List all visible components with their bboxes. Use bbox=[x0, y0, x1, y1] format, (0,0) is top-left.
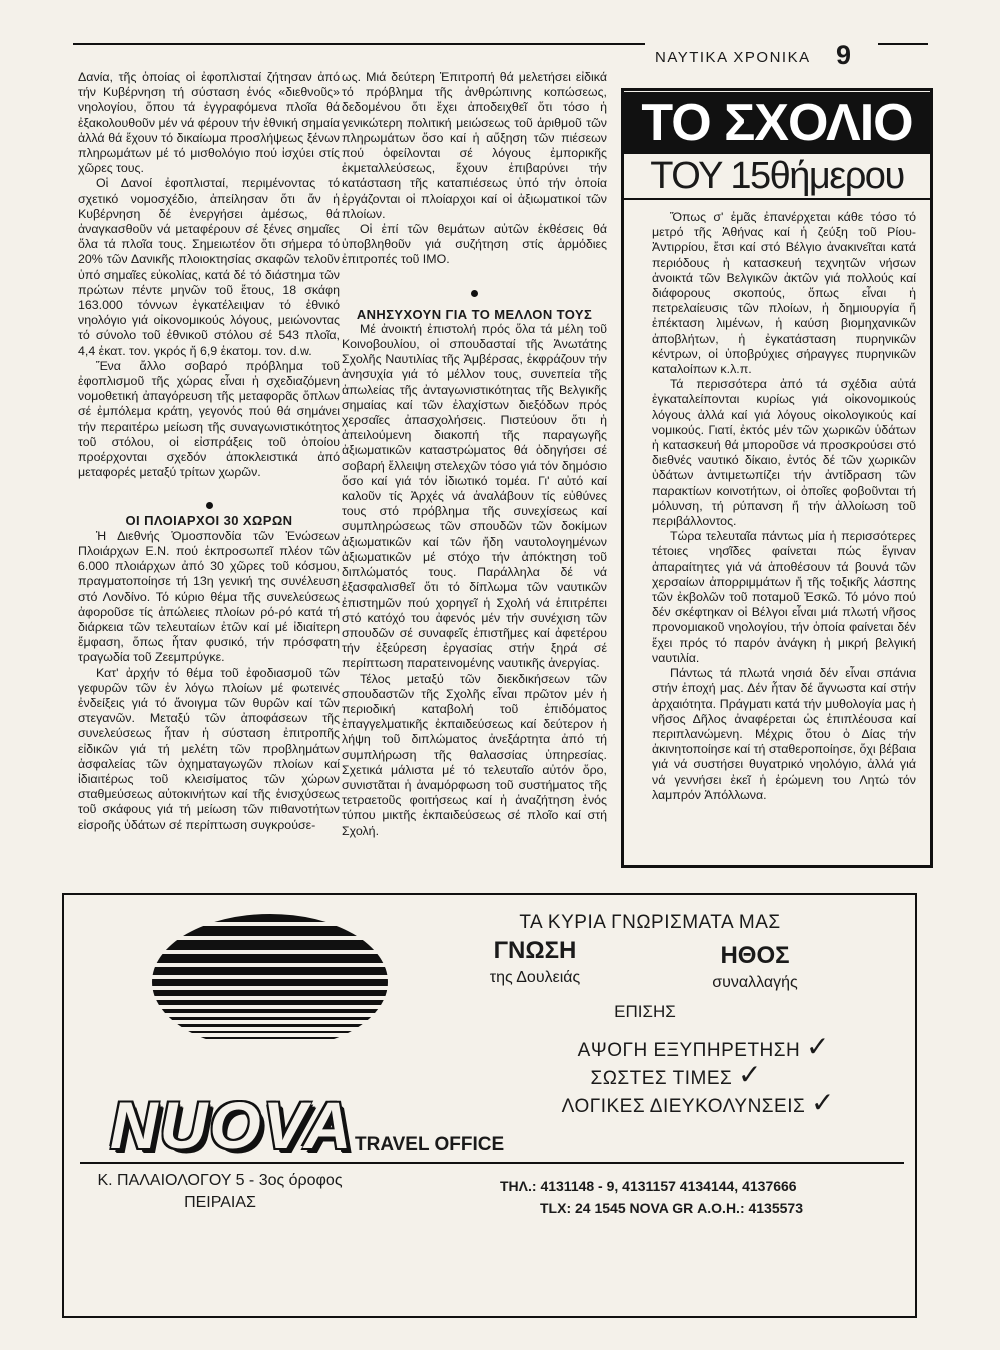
brand-name: NUOVA bbox=[110, 1088, 354, 1162]
ad-headline: ΤΑ ΚΥΡΙΑ ΓΝΩΡΙΣΜΑΤΑ ΜΑΣ bbox=[519, 912, 781, 933]
paragraph: Οἱ Δανοί ἐφοπλισταί, περιμένοντας τό σχετικό νομοσχέδιο, ἀπείλησαν ὅτι ἄν ἡ Κυβέρνηση δέ ἐνεργήσει ἀμέσως, θά ἀναγκασθοῦν νά μεταφέρουν σέ ξένες σημαῖες ὅλα τά πλοῖα τους. Σημειωτέον ὅτι σήμερα τό 20% τῶν Δανικῆς πλοιοκτησίας σκαφῶν τελοῦν ὑπό σημαῖες εὐκολίας, κατά δέ τό διάστημα τῶν πρώτων πέντε μηνῶν τοῦ ἔτους, 18 σκάφη 163.000 τόννων ἐγκατέλειψαν τό ἐθνικό νηολόγιο γιά οἰκονομικούς λόγους, μειώνοντας τό σύνολο τοῦ ἐθνικοῦ στόλου σέ 543 πλοῖα, 4,4 ἑκατ. τον. γκρός ἤ 6,9 ἑκατομ. τον. d.w. bbox=[78, 176, 340, 358]
ad-item-label: ΣΩΣΤΕΣ ΤΙΜΕΣ bbox=[590, 1068, 733, 1089]
ad-item-label: ΑΨΟΓΗ ΕΞΥΠΗΡΕΤΗΣΗ bbox=[577, 1040, 801, 1061]
ad-ethos: ΗΘΟΣ bbox=[720, 942, 790, 969]
paragraph: Μέ ἀνοικτή ἐπιστολή πρός ὅλα τά μέλη τοῦ Κοινοβουλίου, οἱ σπουδασταί τῆς Ἀνωτάτης Σχολῆς Ναυτιλίας τῆς Ἀμβέρσας, ἐκφράζουν τήν ἀνησυχία γιά τό μέλλον τους, συνεπεία τῆς ἀπωλείας τῆς ἀνταγωνιστικότητας τῆς Βελγικῆς σημαίας καί τῶν ἐλαχίστων διεξόδων πρός χερσαῖες ἀπασχολήσεις. Πιστεύουν ὅτι ἡ ἀπειλούμενη διακοπή τῆς παραγωγῆς ἀξιωματικῶν καταστρώματος θά ὁδηγήσει σέ σοβαρή ἔλλειψη στελεχῶν τόσο γιά τόν δημόσιο ὅσο καί γιά τόν ἰδιωτικό τομέα. Γι' αὐτό καί καλοῦν τίς Ἀρχές νά ἀναλάβουν τίς εὐθύνες τους στό πρόβλημα τῆς συνεχίσεως καί συμπληρώσεως τῶν σπουδῶν τῶν δοκίμων ἀξιωματικῶν καί τῶν ἤδη ναυτολογημένων ἀξιωματικῶν μέ στόχο τήν ἀπόκτηση τοῦ διπλώματός τους. Παράλληλα δέ νά ἐξασφαλισθεῖ ὅτι τό δίπλωμα τῶν ναυτικῶν ἐπιστημῶν πού χορηγεῖ ἡ Σχολή νά ἐπιτρέπει στό κατόχό του ἀφενός μέν τήν συνέχιση τῶν σπουδῶν σέ συναφεῖς ἐπιστῆμες καί ἀφετέρου τήν ἐξεύρεση ἐργασίας στήν ξηρά σέ περίπτωση παρατεινομένης ναυτικῆς ἀνεργίας. bbox=[342, 321, 607, 671]
paragraph: Ὅπως σ' ἐμᾶς ἐπανέρχεται κάθε τόσο τό μετρό τῆς Ἀθήνας καί ἡ ζεύξη τοῦ Ρίου-Ἀντιρρίου, ἔτσι καί στό Βέλγιο ἀνακινεῖται κατά περιόδους ἡ κατασκευή τεχνητῶν νήσων ἀνοικτά τῶν Βελγικῶν ἀκτῶν γιά πολλούς καί διάφορους σκοπούς, ὅπως εἶναι ἡ πετρελαίευσις τῶν πλοίων, ἡ δημιουργία ἤ ἐπέκταση λιμένων, ἡ καύση βιομηχανικῶν ἀποβλήτων, ἡ ἐγκατάσταση πυρηνικῶν κέντρων, οἱ ὑποβρύχιες σήραγγες πυρηνικῶν καταλοίπων κ.λ.π. bbox=[652, 210, 916, 377]
sun-logo-icon bbox=[150, 912, 390, 1052]
ad-address-line2: ΠΕΙΡΑΙΑΣ bbox=[184, 1194, 256, 1211]
editorial-text bbox=[652, 210, 916, 803]
paragraph: Τέλος μεταξύ τῶν διεκδικήσεων τῶν σπουδαστῶν τῆς Σχολῆς εἶναι πρῶτον μέν ἡ περιοδική καταβολή τοῦ ἐπιδόματος ἐπαγγελματικῆς ἐκπαιδεύσεως καί δεύτερον ἡ λήψη τοῦ διπλώματος ἀνεξάρτητα ἀπό τή συμπλήρωση τῆς θαλασσίας ὑπηρεσίας. Σχετικά μάλιστα μέ τό τελευταῖο αὐτόν ὅρο, συνιστᾶται ἡ ἀναμόρφωση τοῦ συστήματος τῆς τετραετοῦς φοιτήσεως καί ἡ ἀναζήτηση ἑνός τύπου μικτῆς ἐκπαιδεύσεως σέ πλοῖο καί στή Σχολή. bbox=[342, 671, 607, 838]
section-bullet bbox=[206, 502, 213, 509]
paragraph: Δανία, τῆς ὁποίας οἱ ἐφοπλισταί ζήτησαν ἀπό τήν Κυβέρνηση τή σύσταση ἑνός «διεθνοῦς» νηολογίου, ὅπου τά ἐγγραφόμενα πλοῖα θά ἐξακολουθοῦν μέν νά φέρουν τήν ἐθνική σημαία ἀλλά θά ἔχουν τό δικαίωμα προσλήψεως ξένων πληρωμάτων μέ τό μισθολόγιο πού ἰσχύει στίς χῶρες τους. bbox=[78, 70, 340, 176]
header-rule-right bbox=[878, 43, 928, 45]
brand-suffix: TRAVEL OFFICE bbox=[355, 1134, 505, 1155]
ad-knowledge: ΓΝΩΣΗ bbox=[493, 937, 577, 964]
magazine-title: ΝΑΥΤΙΚΑ ΧΡΟΝΙΚΑ bbox=[655, 49, 811, 66]
section-heading: ΟΙ ΠΛΟΙΑΡΧΟΙ 30 ΧΩΡΩΝ bbox=[125, 513, 293, 529]
editorial-title: ΤΟ ΣΧΟΛΙΟ bbox=[624, 92, 930, 154]
ad-phone: ΤΗΛ.: 4131148 - 9, 4131157 4134144, 4137666 bbox=[500, 1178, 797, 1194]
paragraph: Ἕνα ἄλλο σοβαρό πρόβλημα τοῦ ἐφοπλισμοῦ τῆς χώρας εἶναι ἡ σχεδιαζόμενη νομοθετική ἀπαγόρευση τῆς μεταφορᾶς ὅπλων σέ ἐμπόλεμα κράτη, γεγονός πού θά σημάνει τήν περαιτέρω μείωση τῆς συναγωνιστικότητος τοῦ στόλου, οἱ εἰσπράξεις τοῦ ὁποίου προέρχονται σχεδόν ἀποκλειστικά ἀπό μεταφορές μεταξύ τρίτων χωρῶν. bbox=[78, 358, 340, 480]
ad-ethos-sub: συναλλαγής bbox=[712, 974, 798, 991]
page-number: 9 bbox=[836, 40, 852, 70]
paragraph: Οἱ ἐπί τῶν θεμάτων αὐτῶν ἐκθέσεις θά ὑποβληθοῦν γιά συζήτηση στίς ἁρμόδιες ἐπιτροπές τοῦ ΙΜΟ. bbox=[342, 222, 607, 267]
ad-address-line1: Κ. ΠΑΛΑΙΟΛΟΓΟΥ 5 - 3ος όροφος bbox=[97, 1172, 343, 1189]
ad-telex: TLX: 24 1545 NOVA GR Α.Ο.Η.: 4135573 bbox=[540, 1200, 803, 1216]
article-column-2 bbox=[342, 70, 607, 839]
brand-logo bbox=[110, 1088, 354, 1162]
ad-also: ΕΠΙΣΗΣ bbox=[614, 1002, 676, 1021]
paragraph: Πάντως τά πλωτά νησιά δέν εἶναι σπάνια στήν ἐποχή μας. Δέν ἦταν δέ ἄγνωστα καί στήν ἀρχαιότητα. Πράγματι κατά τήν μυθολογία μας ἡ νῆσος Δῆλος ἀναφέρεται ὡς ἐπιπλέουσα καί περιπλανώμενη. Μέχρις ὅτου ὁ Δίας τήν ἀκινητοποίησε καί τή σταθεροποίησε, ὅχι βέβαια γιά νά συστήσει θυγατρικό νηολόγιο, ἀλλά γιά νά γεννήσει ἐκεῖ ἡ ἐρώμενη του Λητώ τόν λαμπρόν Ἀπόλλωνα. bbox=[652, 666, 916, 802]
header-rule-left bbox=[73, 43, 645, 45]
paragraph: Ἡ Διεθνής Ὁμοσπονδία τῶν Ἑνώσεων Πλοιάρχων Ε.Ν. πού ἐκπροσωπεῖ πλέον τῶν 6.000 πλοιάρχων ἀπό 30 χῶρες τοῦ κόσμου, πραγματοποίησε τή 13η γενική της συνέλευση στό Λονδίνο. Τό κύριο θέμα τῆς συνελεύσεως ἀφοροῦσε τίς ἀπώλειες πλοίων ρό-ρό κατά τή διάρκεια τῶν τελευταίων ἐτῶν καί μέ ἰδιαίτερη ἔμφαση, ὅπως ἦταν φυσικό, τήν πρόσφατη τραγωδία τοῦ Ζεεμπρύγκε. bbox=[78, 528, 340, 665]
ad-item bbox=[480, 1086, 835, 1119]
paragraph: Τώρα τελευταῖα πάντως μία ἡ περισσότερες τέτοιες νησῖδες φαίνεται πώς ἔγιναν ἀπαραίτητες γιά νά ἀποθέσουν τά βουνά τῶν χερσαίων ἀπορριμμάτων ἤ τῆς τοξικῆς λάσπης τῶν ἐκβολῶν τοῦ ποταμοῦ Ἐσκῶ. Τό μόνο πού δέν σκέφτηκαν οἱ Βέλγοι εἶναι μιά πλωτή νῆσος προνομιακοῦ νηολογίου, τήν ὁποία φαίνεται δέν ἔχει πρός τό παρόν ἀνάγκη ἡ μικρή βελγική ναυτιλία. bbox=[652, 529, 916, 665]
section-bullet bbox=[471, 290, 478, 297]
article-column-1 bbox=[78, 70, 340, 833]
checkmark-icon: ✓ bbox=[811, 1087, 835, 1118]
editorial-subtitle: ΤΟΥ 15θήμερου bbox=[624, 154, 930, 200]
paragraph: Κατ' ἀρχήν τό θέμα τοῦ ἐφοδιασμοῦ τῶν γεφυρῶν τῶν ἐν λόγω πλοίων μέ φωτεινές ἐνδείξεις γιά τό ἄνοιγμα τῶν θυρῶν καί τῶν στεγανῶν. Μεταξύ τῶν ἀποφάσεων τῆς συνελεύσεως ἦταν ἡ σύσταση ἐπιτροπῆς εἰδικῶν γιά τή μελέτη τῶν προβλημάτων ἀσφαλείας τῶν ὀχηματαγωγῶν πλοίων καί ἰδιαιτέρως τοῦ κλεισίματος τῶν χώρων σταθμεύσεως αὐτοκινήτων καί τῆς ἐνισχύσεως τοῦ σκάφους γιά τή μείωση τῶν πιθανοτήτων εἰσροῆς ὑδάτων σέ περίπτωση συγκρούσε- bbox=[78, 665, 340, 832]
checkmark-icon: ✓ bbox=[738, 1059, 762, 1090]
paragraph: Τά περισσότερα ἀπό τά σχέδια αὐτά ἐγκαταλείπονται κυρίως γιά οἰκονομικούς λόγους ἀλλά καί γιά λόγους οἰκολογικούς καί νομικούς. Γιατί, ἐκτός μέν τῶν χωρικῶν ὑδάτων ἡ κατασκευή θά μποροῦσε νά προσκρούσει στό διεθνές ναυτικό δίκαιο, ἐντός δέ τῶν χωρικῶν ὑδάτων ἀντιμετωπίζει τήν ἀντίδραση τῶν παρακτίων κοινοτήτων, οἱ ὁποῖες φοβοῦνται τή μόλυνση, τή ρύπανση ἤ τήν ἀλλοίωση τοῦ περιβάλλοντος. bbox=[652, 377, 916, 529]
ad-knowledge-sub: της Δουλειάς bbox=[489, 969, 581, 986]
paragraph: ως. Μιά δεύτερη Ἐπιτροπή θά μελετήσει εἰδικά τό πρόβλημα τῆς ἀνθρώπινης κοπώσεως, δεδομένου ὅτι ἔχει ἀποδειχθεῖ ὅτι τόσο ἡ γενικώτερη πολιτική μειώσεως τοῦ ἀριθμοῦ τῶν πληρωμάτων ὅσο καί ἡ αὔξηση τῶν πιέσεων πού ὀφείλονται σέ λόγους ἐμπορικῆς ἐκμεταλλεύσεως, ἔχουν ἐπιβαρύνει τήν κατάσταση τῆς καταπιέσεως ὑπό τήν ὁποία ἐργάζονται οἱ πλοίαρχοι καί οἱ ἀξιωματικοί τῶν πλοίων. bbox=[342, 70, 607, 221]
ad-divider bbox=[80, 1162, 904, 1164]
section-heading: ΑΝΗΣΥΧΟΥΝ ΓΙΑ ΤΟ ΜΕΛΛΟΝ ΤΟΥΣ bbox=[356, 306, 593, 322]
ad-item-label: ΛΟΓΙΚΕΣ ΔΙΕΥΚΟΛΥΝΣΕΙΣ bbox=[561, 1096, 806, 1117]
checkmark-icon: ✓ bbox=[806, 1031, 830, 1062]
